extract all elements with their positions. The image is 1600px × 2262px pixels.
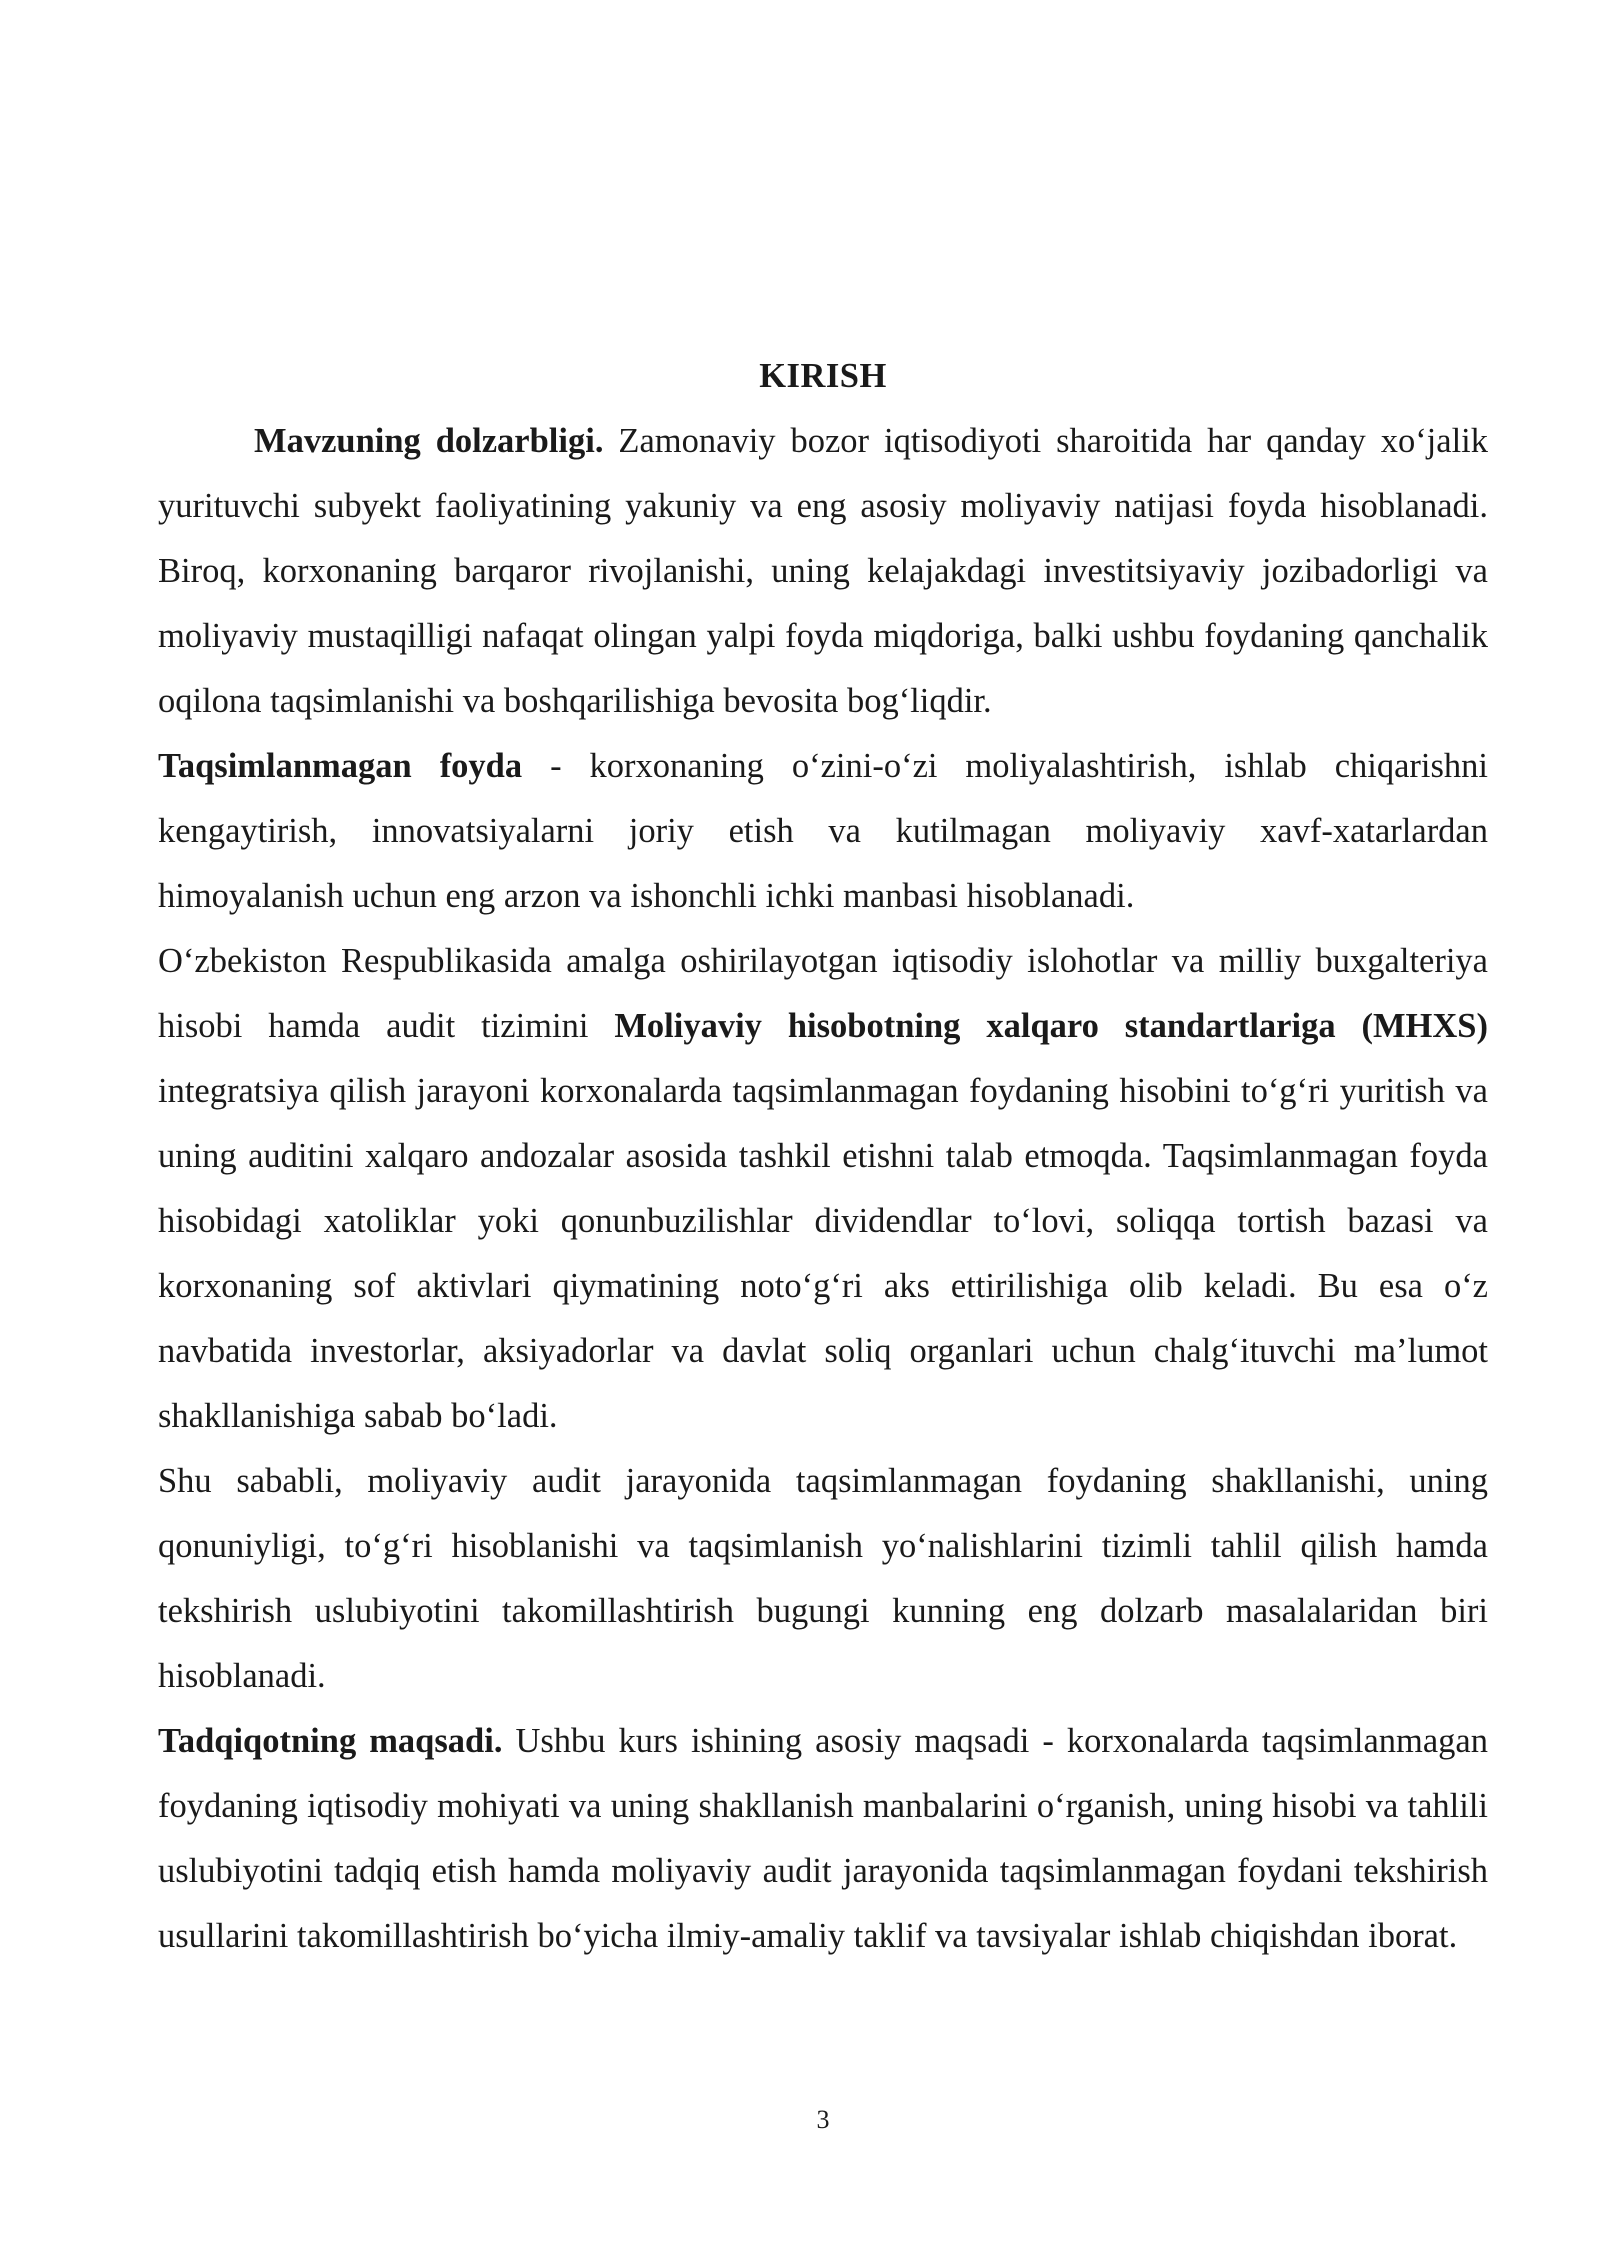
- page-number: 3: [816, 2105, 830, 2134]
- ifrs-term: Moliyaviy hisobotning xalqaro standartlariga (MHXS): [614, 1007, 1488, 1045]
- retained-earnings-text: - korxonaning o‘zini-o‘zi moliyalashtirish, ishlab chiqarishni kengaytirish, innovatsiyalarni joriy etish va kutilmagan moliyaviy xavf-xatarlardan himoyalanish uchun eng arzon va ishonchli ichki manbasi hisoblanadi.: [158, 747, 1488, 915]
- retained-earnings-term: Taqsimlanmagan foyda: [158, 747, 523, 785]
- paragraph-uzbekistan-reforms: [158, 929, 1488, 1449]
- research-goal-text: Ushbu kurs ishining asosiy maqsadi - korxonalarda taqsimlanmagan foydaning iqtisodiy mohiyati va uning shakllanish manbalarini o‘rganish, uning hisobi va tahlili uslubiyotini tadqiq etish hamda moliyaviy audit jarayonida taqsimlanmagan foydani tekshirish usullarini takomillashtirish bo‘yicha ilmiy-amaliy taklif va tavsiyalar ishlab chiqishdan iborat.: [158, 1722, 1488, 1955]
- paragraph-audit-importance: [158, 1449, 1488, 1709]
- relevance-text: Zamonaviy bozor iqtisodiyoti sharoitida har qanday xo‘jalik yurituvchi subyekt faoliyatining yakuniy va eng asosiy moliyaviy natijasi foyda hisoblanadi. Biroq, korxonaning barqaror rivojlanishi, uning kelajakdagi investitsiyaviy jozibadorligi va moliyaviy mustaqilligi nafaqat olingan yalpi foyda miqdoriga, balki ushbu foydaning qanchalik oqilona taqsimlanishi va boshqarilishiga bevosita bog‘liqdir.: [158, 422, 1488, 720]
- paragraph-relevance: [158, 409, 1488, 734]
- research-goal-heading: Tadqiqotning maqsadi.: [158, 1722, 503, 1760]
- relevance-heading: Mavzuning dolzarbligi.: [254, 422, 604, 460]
- reforms-text-start: O‘zbekiston Respublikasida amalga oshirilayotgan iqtisodiy islohotlar va milliy buxgalteriya hisobi hamda audit tizimini: [158, 942, 1488, 1045]
- audit-importance-text: Shu sababli, moliyaviy audit jarayonida taqsimlanmagan foydaning shakllanishi, uning qonuniyligi, to‘g‘ri hisoblanishi va taqsimlanish yo‘nalishlarini tizimli tahlil qilish hamda tekshirish uslubiyotini takomillashtirish bugungi kunning eng dolzarb masalalaridan biri hisoblanadi.: [158, 1462, 1488, 1695]
- paragraph-research-goal: [158, 1709, 1488, 1969]
- document-page: [158, 344, 1488, 1969]
- page-title: KIRISH: [759, 357, 887, 395]
- paragraph-retained-earnings: [158, 734, 1488, 929]
- reforms-text-end: integratsiya qilish jarayoni korxonalarda taqsimlanmagan foydaning hisobini to‘g‘ri yuritish va uning auditini xalqaro andozalar asosida tashkil etishni talab etmoqda. Taqsimlanmagan foyda hisobidagi xatoliklar yoki qonunbuzilishlar dividendlar to‘lovi, soliqqa tortish bazasi va korxonaning sof aktivlari qiymatining noto‘g‘ri aks ettirilishiga olib keladi. Bu esa o‘z navbatida investorlar, aksiyadorlar va davlat soliq organlari uchun chalg‘ituvchi ma’lumot shakllanishiga sabab bo‘ladi.: [158, 1072, 1488, 1435]
